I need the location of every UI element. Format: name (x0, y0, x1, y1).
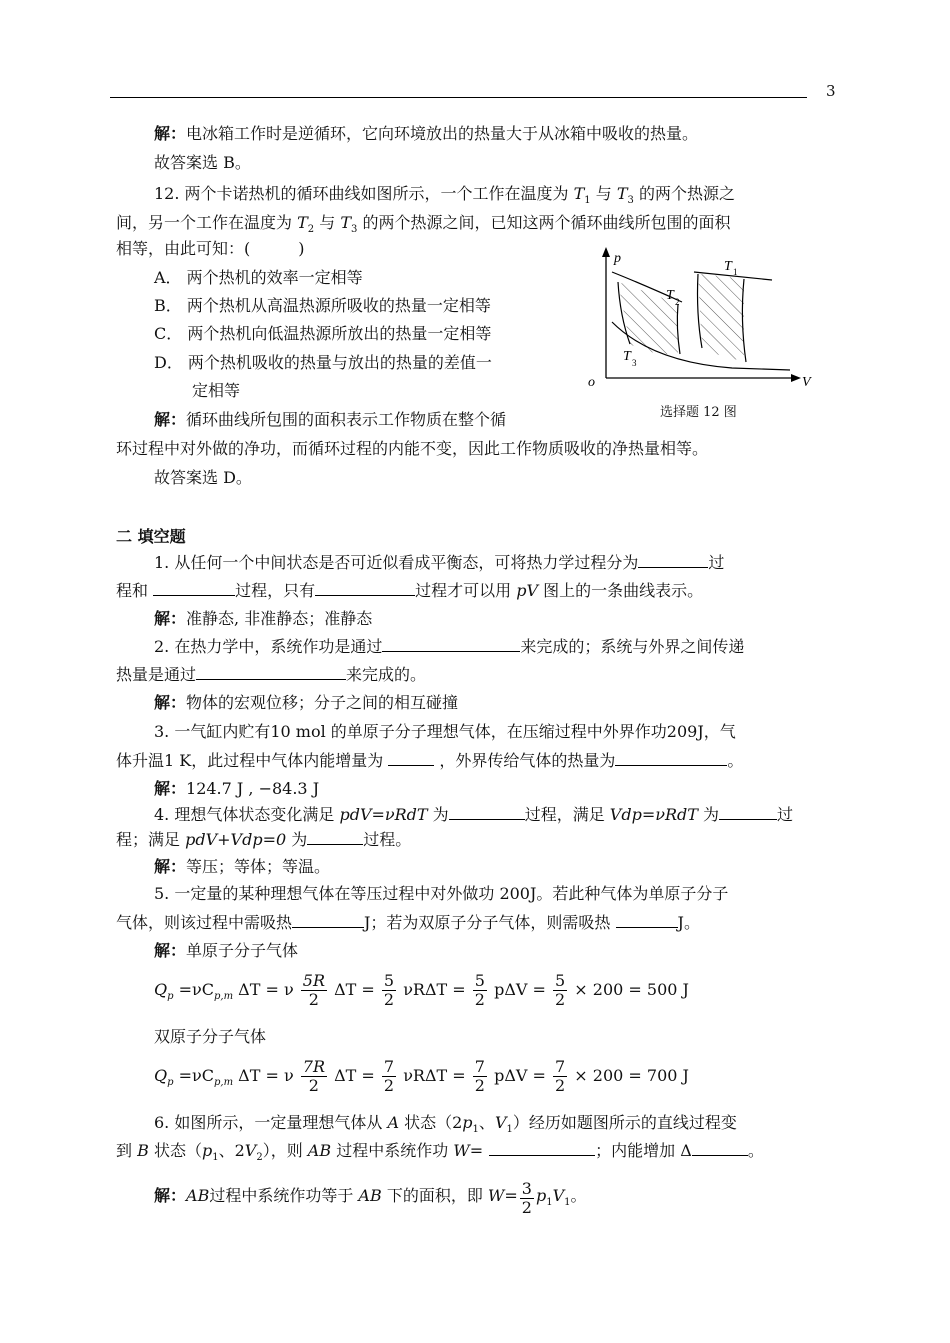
blank (196, 665, 346, 680)
option-a: A． 两个热机的效率一定相等 (154, 268, 363, 287)
fill-6-line2 (116, 1141, 764, 1164)
f4-text-f: 程；满足 (116, 830, 186, 849)
var-w: W= (487, 1186, 518, 1205)
var-w: W= (453, 1141, 484, 1160)
fill-5-answer-diatomic: 双原子分子气体 (154, 1027, 267, 1046)
var-T: T (573, 184, 585, 203)
f4-equation-1: pdV=νRdT (339, 805, 428, 824)
fill-4-line1 (154, 805, 793, 825)
fill-5-line1: 5. 一定量的某种理想气体在等压过程中对外做功 200J。若此种气体为单原子分子 (154, 884, 729, 903)
var-pv: pV (516, 581, 538, 600)
eq-dt: ΔT = ν (238, 1066, 294, 1085)
f2-text-d: 来完成的。 (346, 665, 427, 684)
f6-text-k: 。 (747, 1141, 764, 1160)
answer-label: 解： (154, 779, 187, 798)
sub-1: 1 (564, 1197, 571, 1208)
q12-text-d: 间，另一个工作在温度为 (116, 213, 298, 232)
f6-ans-text-a: 过程中系统作功等于 (209, 1186, 359, 1205)
f5-text-b: 气体，则该过程中需吸热 (116, 913, 293, 932)
f5-text-d: J。 (677, 913, 700, 932)
figure-caption: 选择题 12 图 (660, 405, 737, 420)
answer-text: 准静态, 非准静态；准静态 (186, 609, 373, 628)
blank (489, 1141, 595, 1156)
f6-text-f: 状态（ (148, 1141, 202, 1160)
fill-4-answer (154, 857, 330, 877)
numerator: 7R (302, 1057, 326, 1076)
answer-text: 等压；等体；等温。 (186, 857, 331, 876)
answer-label: 解： (154, 857, 187, 876)
eq-result: × 200 = 700 J (574, 1066, 689, 1085)
answer-text: 电冰箱工作时是逆循环，它向环境放出的热量大于从冰箱中吸收的热量。 (186, 124, 699, 143)
sub-3: 3 (351, 224, 358, 235)
f6-text-e: 到 (116, 1141, 138, 1160)
blank (307, 830, 363, 845)
cycle-t1-area (698, 274, 744, 361)
blank (315, 581, 415, 596)
answer-label: 解： (154, 410, 187, 429)
f5-text-c: J；若为双原子分子气体，则需吸热 (364, 913, 616, 932)
f6-text-g: 、2 (218, 1141, 245, 1160)
var-v: V (244, 1141, 257, 1160)
eq-dt: ΔT = ν (238, 980, 294, 999)
fill-1-answer (154, 609, 372, 629)
label-t3-sub: 3 (632, 358, 637, 368)
eq-sub-p: p (167, 1077, 174, 1088)
v-axis-arrow (791, 374, 801, 382)
f6-text-c: 、 (478, 1113, 495, 1132)
f4-text-e: 过 (777, 805, 794, 824)
f6-text-b: 状态（2 (399, 1113, 463, 1132)
answer-text: 物体的宏观位移；分子之间的相互碰撞 (186, 693, 459, 712)
fraction (382, 1058, 396, 1095)
question-12-line1 (154, 184, 735, 207)
var-ab: AB (307, 1141, 332, 1160)
fill-6-answer (154, 1180, 587, 1217)
var-a: A (387, 1113, 400, 1132)
eq-pdv: pΔV = (494, 1066, 546, 1085)
fraction (301, 972, 327, 1009)
numerator: 7 (474, 1057, 485, 1076)
answer-label: 解： (154, 124, 187, 143)
numerator: 7 (383, 1057, 395, 1076)
eq-q: Q (154, 980, 168, 999)
var-ab: AB (358, 1186, 382, 1205)
blank (638, 553, 708, 568)
f6-text-i: 过程中系统作功 (331, 1141, 454, 1160)
header-rule (110, 97, 807, 98)
sub-3: 3 (627, 195, 634, 206)
f2-text-b: 来完成的；系统与外界之间传递 (520, 637, 745, 656)
fraction (473, 1058, 487, 1095)
f6-ans-text-b: 下的面积，即 (381, 1186, 488, 1205)
label-t1: T (724, 259, 732, 274)
eq-dt2: ΔT = (334, 980, 375, 999)
eq-vrdt: νRΔT = (403, 980, 466, 999)
fill-3-answer (154, 779, 319, 799)
f2-text-a: 2. 在热力学中，系统作功是通过 (154, 637, 383, 656)
eq-nu-c: =νC (178, 980, 214, 999)
eq-pdv: pΔV = (494, 980, 546, 999)
answer-12 (154, 410, 506, 430)
blank (615, 751, 727, 766)
f4-text-a: 4. 理想气体状态变化满足 (154, 805, 340, 824)
blank (388, 751, 434, 766)
blank (292, 913, 364, 928)
answer-11 (154, 124, 698, 144)
sub-2: 2 (256, 1152, 263, 1163)
option-c: C． 两个热机向低温热源所放出的热量一定相等 (154, 324, 492, 343)
question-12-line2 (116, 213, 730, 236)
f4-text-d: 为 (697, 805, 720, 824)
denominator: 2 (308, 990, 319, 1009)
numerator: 5 (474, 971, 485, 990)
blank (449, 805, 525, 820)
numerator: 3 (521, 1179, 532, 1198)
sub-1: 1 (472, 1124, 479, 1135)
answer-label: 解： (154, 693, 187, 712)
f4-equation-3: pdV+Vdp=0 (185, 830, 287, 849)
var-v: V (552, 1186, 565, 1205)
page-number: 3 (826, 82, 836, 100)
f4-text-h: 过程。 (363, 830, 412, 849)
f6-ans-end: 。 (570, 1186, 587, 1205)
var-T: T (340, 213, 351, 232)
var-ab: AB (186, 1186, 210, 1205)
var-v: V (494, 1113, 507, 1132)
answer-label: 解： (154, 609, 187, 628)
f6-text-a: 6. 如图所示，一定量理想气体从 (154, 1113, 388, 1132)
origin-label: o (588, 375, 595, 390)
q12-text-c: 的两个热源之 (633, 184, 735, 203)
f2-text-c: 热量是通过 (116, 665, 197, 684)
axis-label-v: V (802, 375, 811, 390)
label-t2-sub: 2 (675, 297, 680, 307)
denominator: 2 (555, 990, 566, 1009)
f1-text-a: 1. 从任何一个中间状态是否可近似看成平衡态，可将热力学过程分为 (154, 553, 639, 572)
q12-text-a: 12. 两个卡诺热机的循环曲线如图所示，一个工作在温度为 (154, 184, 574, 203)
denominator: 2 (474, 990, 485, 1009)
answer-text: 124.7 J , −84.3 J (186, 779, 320, 798)
eq-q: Q (154, 1066, 168, 1085)
fill-2-line2 (116, 665, 426, 685)
answer-text: 循环曲线所包围的面积表示工作物质在整个循 (186, 410, 507, 429)
label-t1-sub: 1 (733, 267, 738, 277)
equation-monatomic (154, 972, 689, 1009)
blank (692, 1141, 748, 1156)
var-p: p (535, 1186, 547, 1205)
fraction (473, 972, 487, 1009)
answer-11-choice: 故答案选 B。 (154, 153, 251, 172)
fraction (553, 972, 567, 1009)
sub-1: 1 (212, 1152, 219, 1163)
p-axis-arrow (602, 247, 610, 257)
answer-text: 单原子分子气体 (186, 941, 299, 960)
fill-3-line1: 3. 一气缸内贮有10 mol 的单原子分子理想气体，在压缩过程中外界作功209J，气 (154, 722, 736, 741)
answer-label: 解： (154, 1186, 187, 1205)
var-p: p (462, 1113, 473, 1132)
denominator: 2 (474, 1076, 485, 1095)
question-12-line3: 相等，由此可知：( ) (116, 239, 305, 258)
f1-text-b: 过 (708, 553, 725, 572)
sub-1: 1 (584, 195, 591, 206)
eq-sub-pm: p,m (214, 1077, 234, 1088)
numerator: 5 (555, 971, 566, 990)
var-b: B (137, 1141, 149, 1160)
blank (382, 637, 520, 652)
denominator: 2 (383, 1076, 395, 1095)
sub-2: 2 (307, 224, 315, 235)
f1-text-f: 图上的一条曲线表示。 (538, 581, 704, 600)
answer-12-cont: 环过程中对外做的净功，而循环过程的内能不变，因此工作物质吸收的净热量相等。 (116, 439, 709, 458)
f4-text-c: 过程，满足 (524, 805, 610, 824)
var-T: T (297, 213, 308, 232)
fill-2-answer (154, 693, 458, 713)
f1-text-e: 过程才可以用 (415, 581, 517, 600)
f6-text-d: ）经历如题图所示的直线过程变 (512, 1113, 737, 1132)
f3-text-d: 。 (727, 751, 744, 770)
f3-text-c: ，外界传给气体的热量为 (434, 751, 616, 770)
fill-3-line2 (116, 751, 743, 771)
answer-12-choice: 故答案选 D。 (154, 468, 252, 487)
f1-text-d: 过程，只有 (235, 581, 316, 600)
blank (616, 913, 678, 928)
blank (719, 805, 777, 820)
option-d-cont: 定相等 (192, 381, 241, 400)
option-d: D． 两个热机吸收的热量与放出的热量的差值一 (154, 353, 492, 372)
sub-1: 1 (506, 1124, 513, 1135)
f3-text-b: 体升温1 K，此过程中气体内能增量为 (116, 751, 389, 770)
answer-label: 解： (154, 941, 187, 960)
equation-diatomic (154, 1058, 689, 1095)
label-t2: T (666, 288, 674, 303)
f4-text-b: 为 (427, 805, 449, 824)
denominator: 2 (383, 990, 395, 1009)
numerator: 5 (383, 971, 395, 990)
denominator: 2 (521, 1198, 532, 1217)
eq-vrdt: νRΔT = (403, 1066, 466, 1085)
eq-result: × 200 = 500 J (574, 980, 689, 999)
option-b: B． 两个热机从高温热源所吸收的热量一定相等 (154, 296, 491, 315)
fraction (382, 972, 396, 1009)
sub-1: 1 (546, 1197, 553, 1208)
f1-text-c: 程和 (116, 581, 154, 600)
eq-sub-pm: p,m (214, 991, 234, 1002)
numerator: 5R (302, 971, 326, 990)
pv-cycle-figure (582, 244, 822, 394)
q12-text-e: 与 (314, 213, 341, 232)
f4-equation-2: Vdp=νRdT (609, 805, 698, 824)
q12-text-b: 与 (590, 184, 617, 203)
f4-text-g: 为 (286, 830, 308, 849)
f6-text-h: ），则 (262, 1141, 308, 1160)
var-p: p (201, 1141, 213, 1160)
fraction (301, 1058, 327, 1095)
fill-2-line1 (154, 637, 744, 657)
f6-text-j: ；内能增加 Δ (595, 1141, 692, 1160)
fill-5-line2 (116, 913, 700, 933)
fill-5-answer (154, 941, 298, 961)
fill-4-line2 (116, 830, 411, 850)
fill-1-line1 (154, 553, 724, 573)
fill-1-line2 (116, 581, 703, 601)
fraction (520, 1180, 534, 1217)
eq-dt2: ΔT = (334, 1066, 375, 1085)
denominator: 2 (308, 1076, 319, 1095)
var-T: T (616, 184, 628, 203)
eq-sub-p: p (167, 991, 174, 1002)
q12-text-f: 的两个热源之间，已知这两个循环曲线所包围的面积 (357, 213, 731, 232)
label-t3: T (623, 349, 631, 364)
fraction (553, 1058, 567, 1095)
fill-6-line1 (154, 1113, 737, 1136)
denominator: 2 (555, 1076, 566, 1095)
section-heading: 二 填空题 (116, 527, 186, 546)
numerator: 7 (555, 1057, 566, 1076)
eq-nu-c: =νC (178, 1066, 214, 1085)
axis-label-p: p (614, 251, 621, 266)
blank (153, 581, 235, 596)
